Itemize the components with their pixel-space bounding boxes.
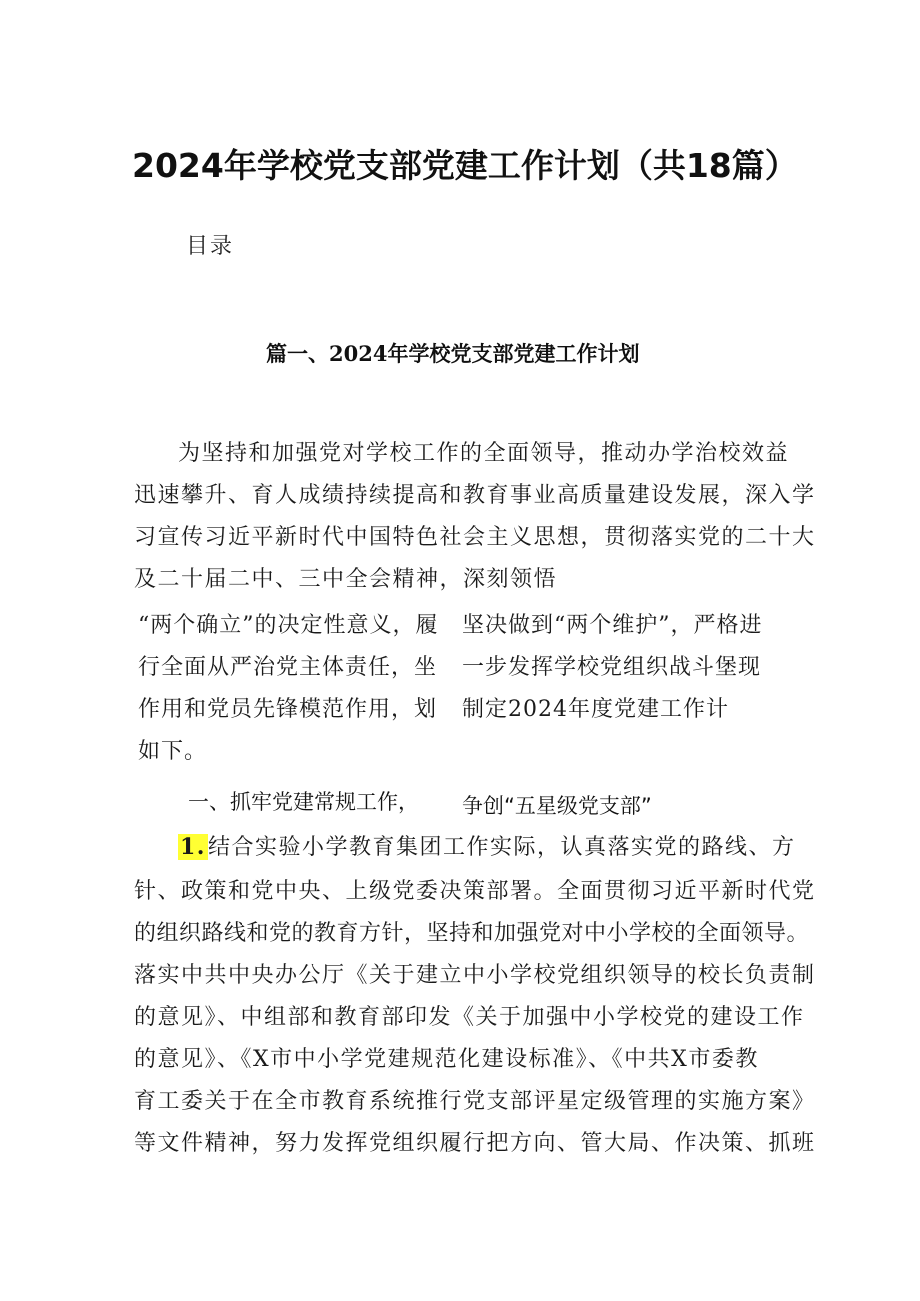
- split-right-line: 一步发挥学校党组织战斗堡现: [462, 655, 762, 680]
- split-left-line: “两个确立”的决定性意义，履: [138, 613, 439, 638]
- intro-line: 及二十届二中、三中全会精神，深刻领悟: [134, 567, 558, 592]
- section-heading-right: 争创“五星级党支部”: [462, 794, 652, 818]
- intro-line: 习宣传习近平新时代中国特色社会主义思想，贯彻落实党的二十大: [134, 525, 816, 550]
- body-line: 的意见》、《X市中小学党建规范化建设标准》、《中共X市委教: [134, 1047, 759, 1072]
- body-line: 针、政策和党中央、上级党委决策部署。全面贯彻习近平新时代党: [134, 879, 816, 904]
- split-right-line: 坚决做到“两个维护”，严格进: [462, 613, 763, 638]
- body-line: 落实中共中央办公厅《关于建立中小学校党组织领导的校长负责制: [134, 963, 816, 988]
- split-left-line: 作用和党员先锋模范作用，划: [138, 697, 438, 722]
- section-heading-left: 一、抓牢党建常规工作，: [188, 790, 419, 814]
- chapter-title: 篇一、2024年学校党支部党建工作计划: [266, 341, 640, 366]
- item-number-highlight: 1.: [180, 834, 206, 860]
- body-line: 育工委关于在全市教育系统推行党支部评星定级管理的实施方案》: [134, 1089, 816, 1114]
- split-right-line: 制定2024年度党建工作计: [462, 697, 729, 722]
- intro-line: 迅速攀升、育人成绩持续提高和教育事业高质量建设发展，深入学: [134, 483, 816, 508]
- item-first-line-text: 结合实验小学教育集团工作实际，认真落实党的路线、方: [207, 835, 796, 860]
- item-first-line: [178, 830, 795, 861]
- body-line: 的意见》、中组部和教育部印发《关于加强中小学校党的建设工作: [134, 1005, 805, 1030]
- split-left-line: 如下。: [138, 739, 208, 764]
- document-title: 2024年学校党支部党建工作计划（共18篇）: [132, 146, 798, 185]
- intro-line: 为坚持和加强党对学校工作的全面领导，推动办学治校效益: [178, 441, 790, 466]
- toc-label: 目录: [186, 234, 235, 259]
- body-line: 的组织路线和党的教育方针，坚持和加强党对中小学校的全面领导。: [134, 921, 810, 946]
- body-line: 等文件精神，努力发挥党组织履行把方向、管大局、作决策、抓班: [134, 1131, 816, 1156]
- split-left-line: 行全面从严治党主体责任，坐: [138, 655, 438, 680]
